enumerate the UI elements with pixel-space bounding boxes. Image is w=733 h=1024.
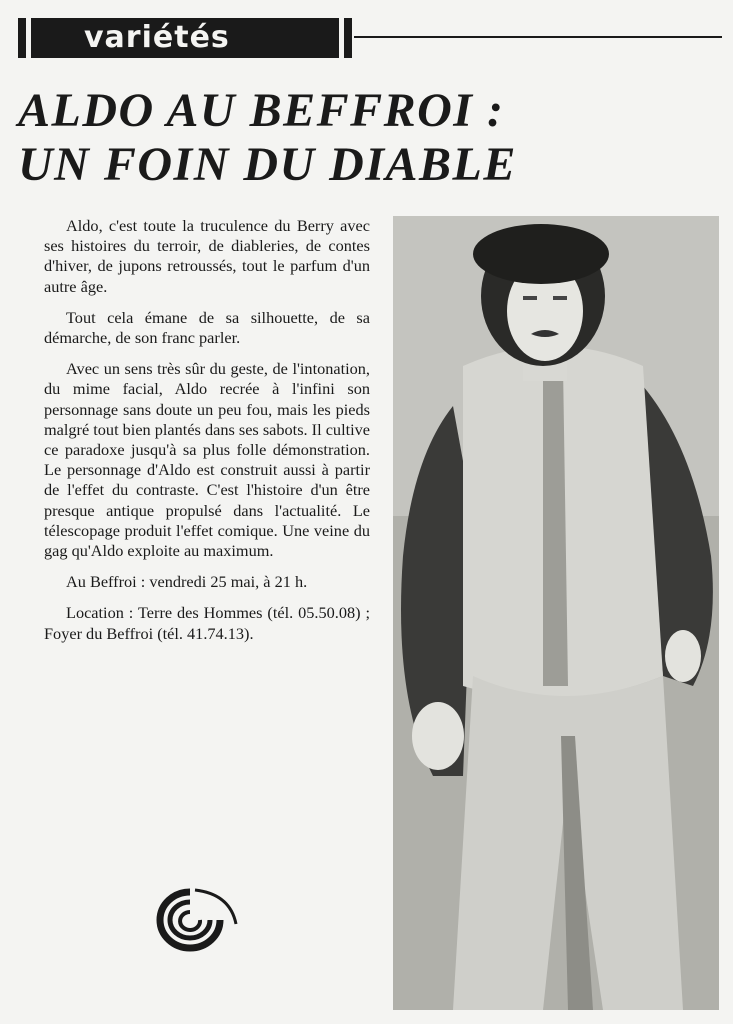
headline-line-2: UN FOIN DU DIABLE — [18, 138, 517, 191]
paragraph-1: Aldo, c'est toute la truculence du Berry avec ses histoires du terroir, de diableries, de contes d'hiver, de jupons retroussés, tout le parfum d'un autre âge. — [44, 216, 370, 296]
paragraph-4: Au Beffroi : vendredi 25 mai, à 21 h. — [66, 572, 308, 592]
paragraph-5: Location : Terre des Hommes (tél. 05.50.08) ; Foyer du Beffroi (tél. 41.74.13). — [44, 603, 370, 643]
swirl-logo-icon — [140, 882, 240, 952]
headline-line-1: ALDO AU BEFFROI : — [18, 84, 505, 137]
rubric-divider — [354, 36, 722, 38]
article-body — [44, 216, 370, 655]
paragraph-2: Tout cela émane de sa silhouette, de sa démarche, de son franc parler. — [44, 307, 370, 348]
performer-illustration — [393, 216, 719, 1010]
performer-photo — [393, 216, 719, 1010]
section-rubric — [18, 18, 352, 58]
paragraph-3: Avec un sens très sûr du geste, de l'intonation, du mime facial, Aldo recrée à l'infini son personnage sans doute un peu fou, mais les pieds malgré tout bien plantés dans ses sabots. Il cultive ce paradoxe jusqu'à sa plus folle démonstration. Le personnage d'Aldo est construit aussi à partir de l'effet du contraste. C'est l'histoire d'un être presque antique propulsé dans l'actualité. Le télescopage produit l'effet comique. Une veine du gag qu'Aldo exploite au maximum. — [44, 359, 371, 561]
section-label: variétés — [84, 20, 230, 55]
headline — [18, 84, 718, 192]
